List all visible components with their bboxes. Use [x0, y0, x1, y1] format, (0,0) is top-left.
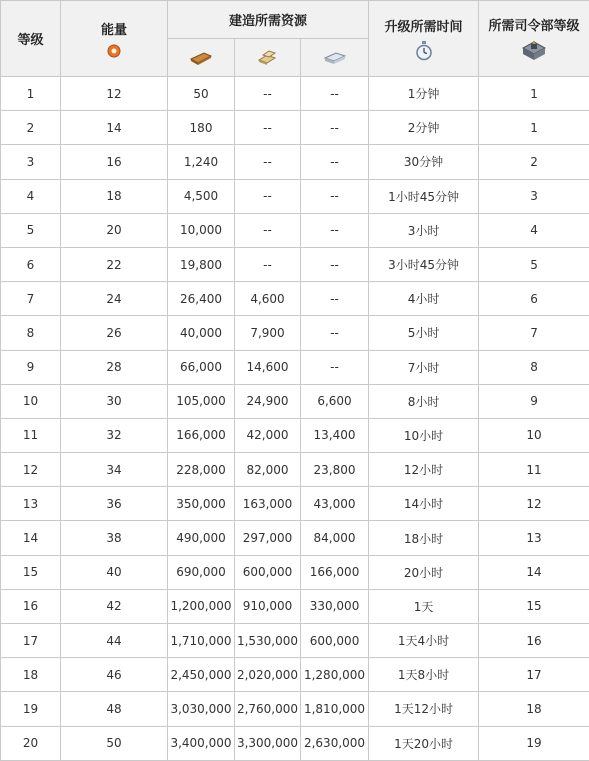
cell-wood: 10,000 [168, 213, 235, 247]
table-row [1, 247, 589, 281]
cell-iron: 330,000 [301, 589, 369, 623]
table-row [1, 111, 589, 145]
cell-energy: 12 [61, 77, 168, 111]
cell-iron: 1,810,000 [301, 692, 369, 726]
cell-level: 9 [1, 350, 61, 384]
cell-time: 1分钟 [369, 77, 479, 111]
table-row [1, 282, 589, 316]
cell-wood: 490,000 [168, 521, 235, 555]
cell-hq: 3 [479, 179, 589, 213]
cell-stone: 14,600 [235, 350, 301, 384]
cell-level: 19 [1, 692, 61, 726]
cell-hq: 1 [479, 111, 589, 145]
table-row [1, 555, 589, 589]
header-iron [301, 39, 369, 77]
cell-level: 10 [1, 384, 61, 418]
cell-stone: -- [235, 213, 301, 247]
cell-time: 1天 [369, 589, 479, 623]
cell-energy: 36 [61, 487, 168, 521]
cell-hq: 11 [479, 453, 589, 487]
table-row [1, 692, 589, 726]
cell-wood: 4,500 [168, 179, 235, 213]
cell-level: 18 [1, 658, 61, 692]
table-body [1, 77, 589, 761]
cell-stone: -- [235, 247, 301, 281]
cell-level: 15 [1, 555, 61, 589]
header-hq-level: 所需司令部等级 [479, 1, 589, 77]
cell-wood: 1,710,000 [168, 624, 235, 658]
cell-energy: 26 [61, 316, 168, 350]
cell-iron: -- [301, 213, 369, 247]
cell-stone: 297,000 [235, 521, 301, 555]
cell-energy: 48 [61, 692, 168, 726]
cell-hq: 13 [479, 521, 589, 555]
cell-wood: 66,000 [168, 350, 235, 384]
cell-stone: -- [235, 77, 301, 111]
cell-wood: 1,200,000 [168, 589, 235, 623]
stone-block-icon [255, 50, 281, 65]
cell-level: 12 [1, 453, 61, 487]
table-row [1, 384, 589, 418]
cell-hq: 18 [479, 692, 589, 726]
cell-hq: 1 [479, 77, 589, 111]
cell-time: 1天20小时 [369, 726, 479, 760]
cell-energy: 16 [61, 145, 168, 179]
cell-wood: 1,240 [168, 145, 235, 179]
cell-iron: 166,000 [301, 555, 369, 589]
cell-wood: 3,400,000 [168, 726, 235, 760]
cell-time: 14小时 [369, 487, 479, 521]
cell-level: 5 [1, 213, 61, 247]
wood-log-icon [188, 50, 214, 65]
cell-energy: 20 [61, 213, 168, 247]
cell-hq: 7 [479, 316, 589, 350]
cell-hq: 10 [479, 418, 589, 452]
cell-iron: 13,400 [301, 418, 369, 452]
cell-energy: 42 [61, 589, 168, 623]
cell-hq: 14 [479, 555, 589, 589]
cell-stone: 910,000 [235, 589, 301, 623]
cell-iron: -- [301, 77, 369, 111]
cell-hq: 15 [479, 589, 589, 623]
cell-level: 4 [1, 179, 61, 213]
cell-time: 1天12小时 [369, 692, 479, 726]
cell-time: 5小时 [369, 316, 479, 350]
cell-wood: 50 [168, 77, 235, 111]
cell-iron: 6,600 [301, 384, 369, 418]
cell-wood: 40,000 [168, 316, 235, 350]
cell-time: 4小时 [369, 282, 479, 316]
header-level: 等级 [1, 1, 61, 77]
table-row [1, 350, 589, 384]
cell-time: 12小时 [369, 453, 479, 487]
cell-stone: 1,530,000 [235, 624, 301, 658]
headquarters-building-icon [479, 40, 589, 62]
table-row [1, 521, 589, 555]
cell-level: 7 [1, 282, 61, 316]
table-row [1, 726, 589, 760]
cell-iron: -- [301, 247, 369, 281]
cell-iron: -- [301, 350, 369, 384]
cell-hq: 9 [479, 384, 589, 418]
cell-hq: 5 [479, 247, 589, 281]
cell-stone: 2,020,000 [235, 658, 301, 692]
cell-iron: -- [301, 316, 369, 350]
header-wood [168, 39, 235, 77]
table-row [1, 77, 589, 111]
cell-wood: 19,800 [168, 247, 235, 281]
table-row [1, 145, 589, 179]
cell-time: 8小时 [369, 384, 479, 418]
cell-level: 1 [1, 77, 61, 111]
cell-hq: 4 [479, 213, 589, 247]
cell-hq: 19 [479, 726, 589, 760]
cell-iron: 1,280,000 [301, 658, 369, 692]
cell-stone: 7,900 [235, 316, 301, 350]
table-row [1, 316, 589, 350]
cell-stone: 3,300,000 [235, 726, 301, 760]
stopwatch-icon [369, 41, 478, 61]
cell-energy: 24 [61, 282, 168, 316]
cell-stone: -- [235, 111, 301, 145]
table-row [1, 213, 589, 247]
cell-time: 1小时45分钟 [369, 179, 479, 213]
cell-hq: 16 [479, 624, 589, 658]
cell-iron: 84,000 [301, 521, 369, 555]
cell-level: 3 [1, 145, 61, 179]
cell-wood: 26,400 [168, 282, 235, 316]
cell-wood: 105,000 [168, 384, 235, 418]
cell-level: 20 [1, 726, 61, 760]
cell-time: 3小时45分钟 [369, 247, 479, 281]
cell-energy: 38 [61, 521, 168, 555]
cell-time: 18小时 [369, 521, 479, 555]
cell-stone: 42,000 [235, 418, 301, 452]
energy-orb-icon [61, 44, 167, 59]
cell-stone: 82,000 [235, 453, 301, 487]
cell-wood: 2,450,000 [168, 658, 235, 692]
cell-level: 17 [1, 624, 61, 658]
iron-ingot-icon [322, 50, 348, 65]
cell-level: 16 [1, 589, 61, 623]
cell-energy: 40 [61, 555, 168, 589]
cell-hq: 12 [479, 487, 589, 521]
cell-time: 3小时 [369, 213, 479, 247]
cell-time: 20小时 [369, 555, 479, 589]
table-row [1, 418, 589, 452]
cell-iron: -- [301, 282, 369, 316]
cell-energy: 32 [61, 418, 168, 452]
cell-energy: 50 [61, 726, 168, 760]
cell-wood: 180 [168, 111, 235, 145]
cell-energy: 28 [61, 350, 168, 384]
cell-stone: 163,000 [235, 487, 301, 521]
cell-wood: 228,000 [168, 453, 235, 487]
cell-stone: 2,760,000 [235, 692, 301, 726]
cell-iron: 23,800 [301, 453, 369, 487]
cell-time: 10小时 [369, 418, 479, 452]
table-row [1, 487, 589, 521]
cell-wood: 166,000 [168, 418, 235, 452]
cell-energy: 34 [61, 453, 168, 487]
cell-stone: 24,900 [235, 384, 301, 418]
cell-stone: -- [235, 179, 301, 213]
table-row [1, 453, 589, 487]
table-row [1, 624, 589, 658]
cell-level: 6 [1, 247, 61, 281]
cell-energy: 30 [61, 384, 168, 418]
cell-stone: -- [235, 145, 301, 179]
cell-iron: 600,000 [301, 624, 369, 658]
cell-level: 2 [1, 111, 61, 145]
cell-hq: 2 [479, 145, 589, 179]
cell-stone: 600,000 [235, 555, 301, 589]
cell-level: 8 [1, 316, 61, 350]
table-row [1, 658, 589, 692]
cell-iron: -- [301, 179, 369, 213]
cell-hq: 17 [479, 658, 589, 692]
cell-time: 1天8小时 [369, 658, 479, 692]
cell-level: 13 [1, 487, 61, 521]
cell-time: 30分钟 [369, 145, 479, 179]
header-stone [235, 39, 301, 77]
cell-energy: 22 [61, 247, 168, 281]
cell-hq: 6 [479, 282, 589, 316]
cell-energy: 18 [61, 179, 168, 213]
cell-level: 14 [1, 521, 61, 555]
cell-energy: 44 [61, 624, 168, 658]
cell-iron: 2,630,000 [301, 726, 369, 760]
header-upgrade-time: 升级所需时间 [369, 1, 479, 77]
cell-wood: 350,000 [168, 487, 235, 521]
cell-energy: 14 [61, 111, 168, 145]
header-energy: 能量 [61, 1, 168, 77]
cell-time: 2分钟 [369, 111, 479, 145]
table-row [1, 589, 589, 623]
cell-energy: 46 [61, 658, 168, 692]
cell-level: 11 [1, 418, 61, 452]
cell-wood: 3,030,000 [168, 692, 235, 726]
cell-hq: 8 [479, 350, 589, 384]
table-row [1, 179, 589, 213]
cell-iron: -- [301, 111, 369, 145]
cell-wood: 690,000 [168, 555, 235, 589]
cell-stone: 4,600 [235, 282, 301, 316]
cell-time: 1天4小时 [369, 624, 479, 658]
cell-time: 7小时 [369, 350, 479, 384]
header-resources: 建造所需资源 [168, 1, 369, 39]
cell-iron: -- [301, 145, 369, 179]
cell-iron: 43,000 [301, 487, 369, 521]
